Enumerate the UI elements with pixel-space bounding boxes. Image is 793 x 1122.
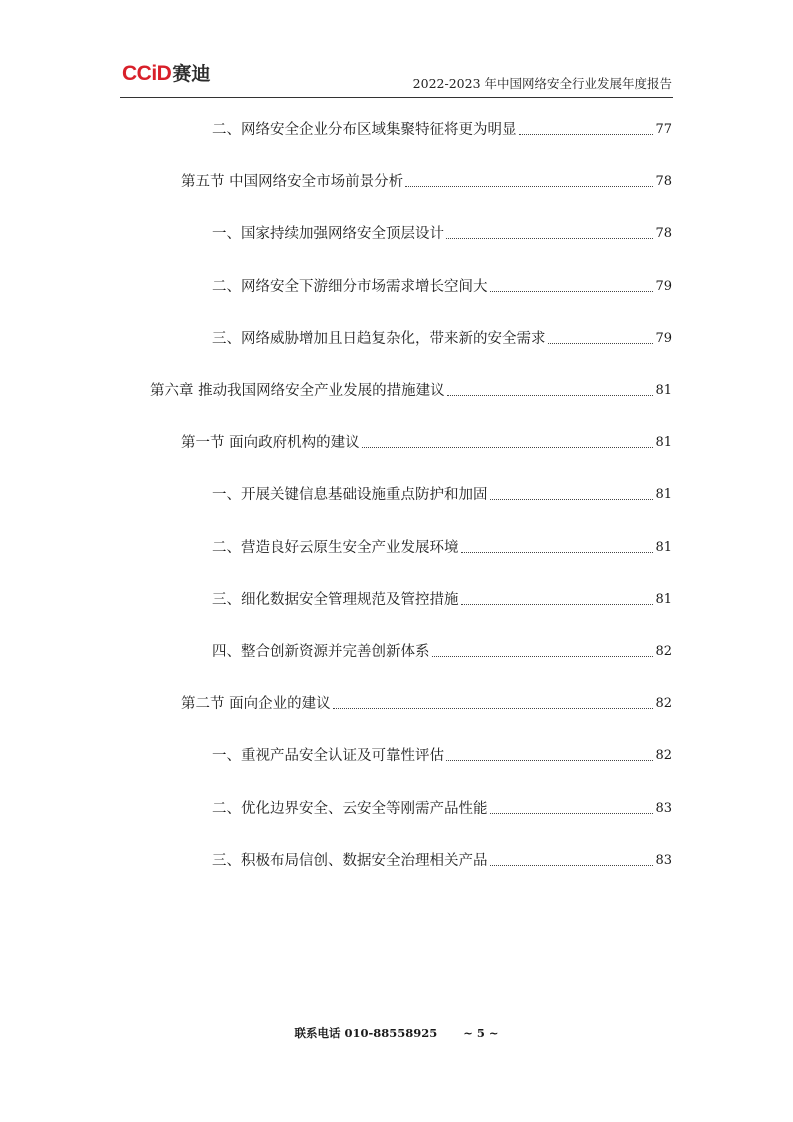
toc-entry-page: 81 xyxy=(655,383,672,398)
toc-entry-page: 79 xyxy=(655,278,672,294)
toc-entry-page: 83 xyxy=(655,800,672,816)
toc-entry[interactable] xyxy=(212,120,672,140)
toc-dot-leader xyxy=(519,134,654,135)
toc-entry-title: 一、国家持续加强网络安全顶层设计 xyxy=(212,226,444,243)
toc-entry[interactable] xyxy=(212,277,672,297)
toc-dot-leader xyxy=(447,395,654,396)
page-footer xyxy=(0,1025,793,1041)
toc-dot-leader xyxy=(461,604,654,605)
toc-dot-leader xyxy=(490,813,654,814)
toc-entry[interactable] xyxy=(181,433,672,453)
toc-dot-leader xyxy=(461,552,654,553)
toc-entry-title: 第一节 面向政府机构的建议 xyxy=(181,435,360,452)
toc-entry-page: 78 xyxy=(655,174,672,190)
toc-entry-title: 第六章 推动我国网络安全产业发展的措施建议 xyxy=(150,383,445,399)
toc-entry[interactable] xyxy=(212,590,672,610)
toc-entry-page: 77 xyxy=(655,122,672,137)
toc-entry-page: 82 xyxy=(655,748,672,764)
toc-dot-leader xyxy=(490,499,654,500)
toc-entry-title: 二、营造良好云原生安全产业发展环境 xyxy=(212,539,459,556)
toc-entry-title: 四、整合创新资源并完善创新体系 xyxy=(212,644,430,660)
toc-entry[interactable] xyxy=(212,224,672,244)
toc-entry-page: 81 xyxy=(655,539,672,555)
toc-entry[interactable] xyxy=(181,694,672,714)
toc-entry-title: 三、网络威胁增加且日趋复杂化，带来新的安全需求 xyxy=(212,330,546,347)
logo-chinese-text: 赛迪 xyxy=(172,63,211,85)
toc-entry[interactable] xyxy=(150,381,672,401)
page-number: ~ 5 ~ xyxy=(463,1026,499,1040)
toc-dot-leader xyxy=(446,760,653,761)
toc-dot-leader xyxy=(490,865,654,866)
toc-entry-page: 79 xyxy=(655,330,672,346)
toc-entry-title: 二、优化边界安全、云安全等刚需产品性能 xyxy=(212,800,488,817)
ccid-logo xyxy=(122,59,210,85)
toc-entry-title: 第五节 中国网络安全市场前景分析 xyxy=(181,174,404,191)
toc-entry-title: 二、网络安全企业分布区域集聚特征将更为明显 xyxy=(212,122,517,138)
toc-entry-title: 一、开展关键信息基础设施重点防护和加固 xyxy=(212,487,488,504)
toc-entry-page: 83 xyxy=(655,852,672,868)
toc-entry-page: 81 xyxy=(655,435,672,451)
toc-entry[interactable] xyxy=(212,642,672,662)
toc-entry[interactable] xyxy=(212,329,672,349)
toc-entry[interactable] xyxy=(212,746,672,766)
toc-dot-leader xyxy=(333,708,654,709)
report-title: 2022-2023 年中国网络安全行业发展年度报告 xyxy=(412,76,672,91)
footer-contact: 联系电话 010-88558925 xyxy=(294,1026,438,1040)
toc-entry-title: 三、细化数据安全管理规范及管控措施 xyxy=(212,591,459,608)
toc-dot-leader xyxy=(432,656,654,657)
toc-entry-page: 82 xyxy=(655,644,672,659)
toc-entry-title: 二、网络安全下游细分市场需求增长空间大 xyxy=(212,278,488,295)
toc-dot-leader xyxy=(405,186,653,187)
toc-entry-page: 81 xyxy=(655,591,672,607)
toc-entry[interactable] xyxy=(212,851,672,871)
toc-entry-page: 82 xyxy=(655,696,672,712)
toc-entry-title: 第二节 面向企业的建议 xyxy=(181,696,331,713)
toc-entry-title: 三、积极布局信创、数据安全治理相关产品 xyxy=(212,852,488,869)
toc-entry[interactable] xyxy=(181,172,672,192)
toc-entry-page: 78 xyxy=(655,226,672,242)
toc-entry-page: 81 xyxy=(655,487,672,503)
toc-dot-leader xyxy=(362,447,654,448)
toc-entry[interactable] xyxy=(212,799,672,819)
logo-latin-text: CCiD xyxy=(122,62,172,85)
header-divider xyxy=(120,97,673,98)
toc-entry-title: 一、重视产品安全认证及可靠性评估 xyxy=(212,748,444,765)
toc-dot-leader xyxy=(446,238,653,239)
toc-entry[interactable] xyxy=(212,538,672,558)
toc-dot-leader xyxy=(490,291,654,292)
toc-entry[interactable] xyxy=(212,485,672,505)
toc-dot-leader xyxy=(548,343,654,344)
